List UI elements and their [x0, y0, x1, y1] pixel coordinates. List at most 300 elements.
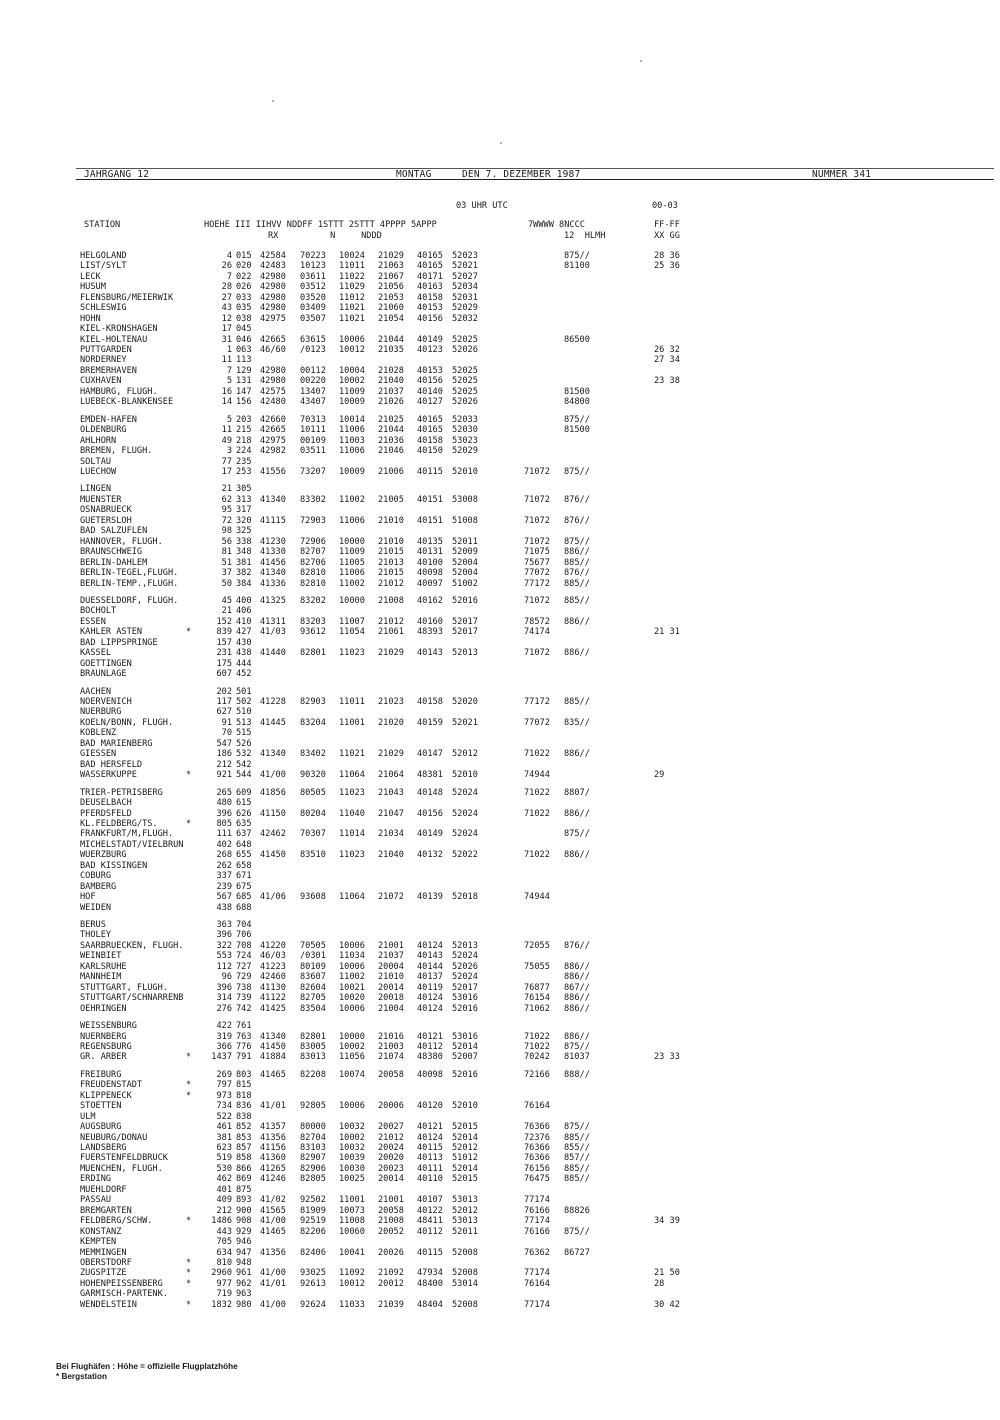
station-index: 022 [236, 272, 252, 282]
cloud-group: 885// [564, 1133, 590, 1143]
synop-group: 40098 [417, 1070, 443, 1080]
station-name: THOLEY [80, 930, 112, 940]
synop-group: 20023 [378, 1164, 404, 1174]
table-row [0, 436, 1000, 446]
station-name: LECK [80, 272, 101, 282]
station-name: ZUGSPITZE [80, 1268, 127, 1278]
synop-group: 13407 [300, 387, 326, 397]
synop-group: 82706 [300, 558, 326, 568]
station-height: 381 [216, 1133, 232, 1143]
station-height: 62 [221, 495, 232, 505]
mountain-marker: * [186, 1091, 192, 1101]
weather-group: 71072 [524, 537, 550, 547]
table-row [0, 1133, 1000, 1143]
synop-group: 52010 [452, 467, 478, 477]
synop-group: 48393 [417, 627, 443, 637]
synop-group: 41130 [260, 983, 286, 993]
synop-group: 42975 [260, 436, 286, 446]
station-index: 510 [236, 707, 252, 717]
cloud-group: 88826 [564, 1206, 590, 1216]
station-index: 724 [236, 951, 252, 961]
station-name: GOETTINGEN [80, 659, 132, 669]
synop-group: 40127 [417, 397, 443, 407]
synop-group: 53016 [452, 993, 478, 1003]
station-height: 409 [216, 1195, 232, 1205]
synop-group: 42584 [260, 251, 286, 261]
station-height: 627 [216, 707, 232, 717]
synop-group: 11012 [339, 293, 365, 303]
station-index: 033 [236, 293, 252, 303]
synop-group: 52033 [452, 415, 478, 425]
synop-group: 11033 [339, 1300, 365, 1310]
synop-group: 40156 [417, 376, 443, 386]
table-row [0, 537, 1000, 547]
synop-group: 52011 [452, 537, 478, 547]
synop-group: 93612 [300, 627, 326, 637]
synop-group: 52016 [452, 1004, 478, 1014]
table-row [0, 606, 1000, 616]
synop-group: 41228 [260, 697, 286, 707]
table-row [0, 1091, 1000, 1101]
cloud-group: 886// [564, 648, 590, 658]
footnote-mountain: * Bergstation [56, 1372, 107, 1381]
synop-group: 70313 [300, 415, 326, 425]
table-row [0, 819, 1000, 829]
table-row [0, 282, 1000, 292]
synop-group: 42980 [260, 293, 286, 303]
synop-group: 52004 [452, 558, 478, 568]
cloud-group: 876// [564, 941, 590, 951]
synop-group: 10111 [300, 425, 326, 435]
table-row [0, 697, 1000, 707]
table-row [0, 1206, 1000, 1216]
table-row [0, 669, 1000, 679]
station-index: 542 [236, 760, 252, 770]
table-row [0, 376, 1000, 386]
station-name: KEMPTEN [80, 1237, 117, 1247]
station-height: 7 [226, 272, 232, 282]
synop-group: 41357 [260, 1122, 286, 1132]
synop-group: 83013 [300, 1052, 326, 1062]
table-row [0, 355, 1000, 365]
station-name: AUGSBURG [80, 1122, 122, 1132]
cloud-group: 875// [564, 467, 590, 477]
synop-group: 40143 [417, 648, 443, 658]
synop-group: 11011 [339, 697, 365, 707]
table-row [0, 415, 1000, 425]
synop-group: 41311 [260, 617, 286, 627]
weather-group: 70242 [524, 1052, 550, 1062]
synop-group: 41/01 [260, 1101, 286, 1111]
synop-group: 41340 [260, 749, 286, 759]
station-index: 763 [236, 1032, 252, 1042]
table-row [0, 1004, 1000, 1014]
synop-group: 82805 [300, 1174, 326, 1184]
synop-group: 10000 [339, 596, 365, 606]
station-name: STUTTGART/SCHNARRENB [80, 993, 184, 1003]
station-name: KOELN/BONN, FLUGH. [80, 718, 174, 728]
table-row [0, 1237, 1000, 1247]
station-name: SCHLESWIG [80, 303, 127, 313]
synop-group: 40160 [417, 617, 443, 627]
weather-column-subheader: 12 HLMH [564, 231, 606, 241]
synop-group: 10014 [339, 415, 365, 425]
station-height: 805 [216, 819, 232, 829]
table-row [0, 579, 1000, 589]
station-height: 21 [221, 606, 232, 616]
synop-group: 21054 [378, 314, 404, 324]
synop-group: 10002 [339, 1042, 365, 1052]
synop-group: 21003 [378, 1042, 404, 1052]
synop-group: 21043 [378, 788, 404, 798]
synop-group: 21044 [378, 425, 404, 435]
station-index: 869 [236, 1174, 252, 1184]
station-index: 020 [236, 261, 252, 271]
scan-speck [500, 142, 502, 144]
cloud-group: 886// [564, 1032, 590, 1042]
station-height: 262 [216, 861, 232, 871]
table-row [0, 1153, 1000, 1163]
table-row [0, 547, 1000, 557]
station-index: 908 [236, 1216, 252, 1226]
synop-group: 40132 [417, 850, 443, 860]
synop-group: 72906 [300, 537, 326, 547]
synop-group: 03511 [300, 446, 326, 456]
synop-group: 46/60 [260, 345, 286, 355]
station-name: BAD LIPPSPRINGE [80, 638, 158, 648]
synop-group: 52016 [452, 596, 478, 606]
mountain-marker: * [186, 1080, 192, 1090]
synop-group: 52024 [452, 829, 478, 839]
synop-group: 63615 [300, 335, 326, 345]
weather-group: 77174 [524, 1268, 550, 1278]
synop-group: 11006 [339, 568, 365, 578]
synop-group: 21039 [378, 1300, 404, 1310]
station-height: 21 [221, 484, 232, 494]
table-row [0, 1122, 1000, 1132]
weather-group: 71022 [524, 809, 550, 819]
table-row [0, 484, 1000, 494]
station-name: FLENSBURG/MEIERWIK [80, 293, 174, 303]
synop-group: 21001 [378, 941, 404, 951]
station-height: 5 [226, 415, 232, 425]
synop-group: 20026 [378, 1248, 404, 1258]
synop-group: 53023 [452, 436, 478, 446]
station-name: FRANKFURT/M,FLUGH. [80, 829, 174, 839]
synop-group: 83202 [300, 596, 326, 606]
synop-group: 40156 [417, 809, 443, 819]
station-name: LINGEN [80, 484, 112, 494]
gust-column-subheader: XX GG [654, 231, 680, 241]
synop-group: 11006 [339, 425, 365, 435]
synop-group: 42660 [260, 415, 286, 425]
station-name: PFERDSFELD [80, 809, 132, 819]
station-name: WUERZBURG [80, 850, 127, 860]
gust-group: 34 39 [654, 1216, 680, 1226]
cloud-group: 876// [564, 568, 590, 578]
station-index: 791 [236, 1052, 252, 1062]
station-index: 893 [236, 1195, 252, 1205]
table-row [0, 903, 1000, 913]
station-name: KASSEL [80, 648, 112, 658]
table-row [0, 1289, 1000, 1299]
synop-group: 41246 [260, 1174, 286, 1184]
station-index: 381 [236, 558, 252, 568]
station-height: 28 [221, 282, 232, 292]
cloud-group: 875// [564, 415, 590, 425]
synop-group: 70505 [300, 941, 326, 951]
station-index: 858 [236, 1153, 252, 1163]
table-row [0, 272, 1000, 282]
table-row [0, 505, 1000, 515]
synop-group: 21016 [378, 1032, 404, 1042]
synop-group: 82801 [300, 1032, 326, 1042]
synop-group: 21020 [378, 718, 404, 728]
station-index: 382 [236, 568, 252, 578]
station-height: 43 [221, 303, 232, 313]
station-index: 688 [236, 903, 252, 913]
station-height: 45 [221, 596, 232, 606]
synop-group: 40124 [417, 993, 443, 1003]
synop-group: 40150 [417, 446, 443, 456]
station-height: 1486 [211, 1216, 232, 1226]
synop-group: 11006 [339, 446, 365, 456]
synop-group: 10000 [339, 1032, 365, 1042]
synop-group: 40098 [417, 568, 443, 578]
station-index: 338 [236, 537, 252, 547]
synop-group: 53013 [452, 1195, 478, 1205]
synop-group: 83203 [300, 617, 326, 627]
cloud-group: 835// [564, 718, 590, 728]
synop-group: 42980 [260, 272, 286, 282]
synop-group: 42975 [260, 314, 286, 324]
table-row [0, 962, 1000, 972]
weather-group: 71072 [524, 516, 550, 526]
station-index: 526 [236, 739, 252, 749]
synop-group: 11034 [339, 951, 365, 961]
station-height: 522 [216, 1112, 232, 1122]
station-index: 235 [236, 457, 252, 467]
station-name: KOBLENZ [80, 728, 117, 738]
synop-group: 40165 [417, 261, 443, 271]
gust-group: 28 [654, 1279, 665, 1289]
table-row [0, 1174, 1000, 1184]
station-index: 658 [236, 861, 252, 871]
table-row [0, 446, 1000, 456]
synop-group: 40165 [417, 425, 443, 435]
synop-group: 41/00 [260, 1268, 286, 1278]
synop-group: 52021 [452, 718, 478, 728]
station-height: 112 [216, 962, 232, 972]
station-name: BRAUNLAGE [80, 669, 127, 679]
weather-group: 76166 [524, 1206, 550, 1216]
synop-group: 52030 [452, 425, 478, 435]
table-row [0, 526, 1000, 536]
gust-group: 21 50 [654, 1268, 680, 1278]
table-row [0, 1300, 1000, 1310]
station-height: 480 [216, 798, 232, 808]
station-height: 31 [221, 335, 232, 345]
station-index: 875 [236, 1185, 252, 1195]
cloud-group: 875// [564, 1122, 590, 1132]
synop-group: 40115 [417, 467, 443, 477]
synop-group: 20020 [378, 1153, 404, 1163]
synop-group: 40124 [417, 941, 443, 951]
synop-group: 41360 [260, 1153, 286, 1163]
station-index: 305 [236, 484, 252, 494]
scan-speck [640, 60, 642, 62]
cloud-group: 875// [564, 1042, 590, 1052]
synop-group: 41450 [260, 850, 286, 860]
synop-group: 52010 [452, 1101, 478, 1111]
synop-group: 82801 [300, 648, 326, 658]
gust-column-header: FF-FF [654, 220, 680, 230]
station-height: 719 [216, 1289, 232, 1299]
synop-group: 41/00 [260, 1300, 286, 1310]
synop-group: 21053 [378, 293, 404, 303]
station-name: BERLIN-TEGEL,FLUGH. [80, 568, 179, 578]
synop-group: 11023 [339, 850, 365, 860]
station-index: 836 [236, 1101, 252, 1111]
synop-group: 21034 [378, 829, 404, 839]
synop-group: 20024 [378, 1143, 404, 1153]
table-row [0, 495, 1000, 505]
cloud-group: 885// [564, 596, 590, 606]
synop-group: 21004 [378, 1004, 404, 1014]
station-index: 671 [236, 871, 252, 881]
station-name: LUEBECK-BLANKENSEE [80, 397, 174, 407]
station-index: 045 [236, 324, 252, 334]
synop-group: 21008 [378, 596, 404, 606]
station-height: 337 [216, 871, 232, 881]
synop-group: 10060 [339, 1227, 365, 1237]
synop-group: 21060 [378, 303, 404, 313]
synop-group: 20027 [378, 1122, 404, 1132]
synop-group: 10020 [339, 993, 365, 1003]
synop-group: 40143 [417, 951, 443, 961]
gust-group: 21 31 [654, 627, 680, 637]
station-height: 11 [221, 425, 232, 435]
synop-group: 11006 [339, 516, 365, 526]
weather-group: 76366 [524, 1143, 550, 1153]
synop-group: 03409 [300, 303, 326, 313]
station-height: 366 [216, 1042, 232, 1052]
station-name: GARMISCH-PARTENK. [80, 1289, 168, 1299]
station-name: DUESSELDORF, FLUGH. [80, 596, 179, 606]
synop-group: 52029 [452, 446, 478, 456]
table-row [0, 457, 1000, 467]
issue-number: NUMMER 341 [812, 169, 872, 180]
synop-group: /0301 [300, 951, 326, 961]
synop-group: 10123 [300, 261, 326, 271]
synop-group: 52026 [452, 397, 478, 407]
station-height: 973 [216, 1091, 232, 1101]
station-height: 547 [216, 739, 232, 749]
table-row [0, 596, 1000, 606]
cloud-group: 886// [564, 617, 590, 627]
synop-group: 41556 [260, 467, 286, 477]
synop-group: 41884 [260, 1052, 286, 1062]
synop-group: 41220 [260, 941, 286, 951]
synop-group: 52022 [452, 850, 478, 860]
station-index: 156 [236, 397, 252, 407]
synop-group: 83204 [300, 718, 326, 728]
table-row [0, 251, 1000, 261]
weather-group: 71072 [524, 467, 550, 477]
synop-group: 40156 [417, 314, 443, 324]
synop-group: 53014 [452, 1279, 478, 1289]
weather-group: 76877 [524, 983, 550, 993]
station-index: 501 [236, 687, 252, 697]
station-height: 95 [221, 505, 232, 515]
synop-group: 40121 [417, 1032, 443, 1042]
station-height: 37 [221, 568, 232, 578]
synop-group: 52013 [452, 941, 478, 951]
table-row [0, 1101, 1000, 1111]
station-index: 400 [236, 596, 252, 606]
synop-group: 52026 [452, 962, 478, 972]
station-name: HOF [80, 892, 96, 902]
table-row [0, 1042, 1000, 1052]
table-row [0, 1052, 1000, 1062]
weather-column-header: 7WWWW 8NCCC [528, 220, 585, 230]
synop-group: 21092 [378, 1268, 404, 1278]
synop-group: 10006 [339, 1101, 365, 1111]
synop-group: 40100 [417, 558, 443, 568]
station-name: FREUDENSTADT [80, 1080, 143, 1090]
synop-group: 52017 [452, 617, 478, 627]
synop-group: 10032 [339, 1143, 365, 1153]
station-index: 635 [236, 819, 252, 829]
synop-group: 11092 [339, 1268, 365, 1278]
date-label: DEN 7. DEZEMBER 1987 [462, 169, 581, 180]
station-name: BERLIN-TEMP.,FLUGH. [80, 579, 179, 589]
synop-group: 41340 [260, 568, 286, 578]
synop-group: 20014 [378, 1174, 404, 1184]
synop-group: 40148 [417, 788, 443, 798]
station-index: 129 [236, 366, 252, 376]
synop-group: 90320 [300, 770, 326, 780]
table-row [0, 335, 1000, 345]
synop-group: 52024 [452, 788, 478, 798]
synop-group: 21040 [378, 850, 404, 860]
table-row [0, 972, 1000, 982]
synop-group: 52034 [452, 282, 478, 292]
synop-group: 40120 [417, 1101, 443, 1111]
cloud-group: 888// [564, 1070, 590, 1080]
station-name: OLDENBURG [80, 425, 127, 435]
synop-group: 52017 [452, 983, 478, 993]
weather-group: 78572 [524, 617, 550, 627]
table-row [0, 687, 1000, 697]
station-height: 202 [216, 687, 232, 697]
synop-group: 92519 [300, 1216, 326, 1226]
station-index: 818 [236, 1091, 252, 1101]
station-name: BERLIN-DAHLEM [80, 558, 148, 568]
day-label: MONTAG [396, 169, 432, 180]
table-row [0, 739, 1000, 749]
table-row [0, 1279, 1000, 1289]
station-index: 427 [236, 627, 252, 637]
synop-group: 00112 [300, 366, 326, 376]
station-index: 655 [236, 850, 252, 860]
synop-group: 11002 [339, 495, 365, 505]
synop-group: 42980 [260, 376, 286, 386]
synop-group: 52012 [452, 749, 478, 759]
mountain-marker: * [186, 1216, 192, 1226]
jahrgang-label: JAHRGANG 12 [84, 169, 150, 180]
station-height: 462 [216, 1174, 232, 1184]
